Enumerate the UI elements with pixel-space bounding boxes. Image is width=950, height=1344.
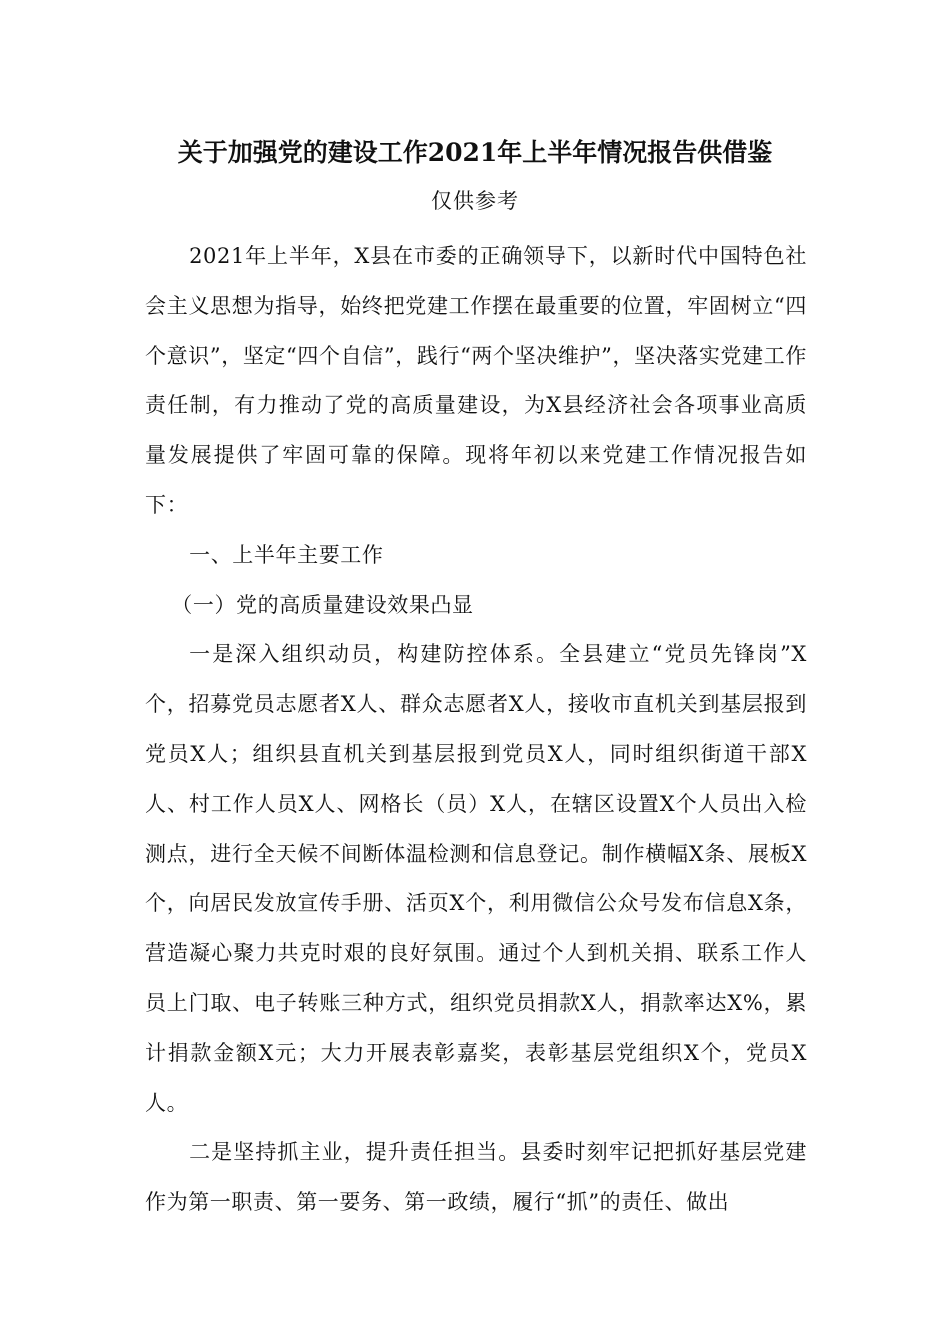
paragraph-two: 二是坚持抓主业，提升责任担当。县委时刻牢记把抓好基层党建作为第一职责、第一要务、第一政绩，履行“抓”的责任、做出	[145, 1140, 807, 1215]
paragraph-one: 一是深入组织动员，构建防控体系。全县建立“党员先锋岗”X个，招募党员志愿者X人、群众志愿者X人，接收市直机关到基层报到党员X人；组织县直机关到基层报到党员X人，同时组织街道干部X人、村工作人员X人、网格长（员）X人，在辖区设置X个人员出入检测点，进行全天候不间断体温检测和信息登记。制作横幅X条、展板X个，向居民发放宣传手册、活页X个，利用微信公众号发布信息X条，营造凝心聚力共克时艰的良好氛围。通过个人到机关捐、联系工作人员上门取、电子转账三种方式，组织党员捐款X人，捐款率达X%，累计捐款金额X元；大力开展表彰嘉奖，表彰基层党组织X个，党员X人。	[145, 642, 807, 1115]
subsection-heading: （一）党的高质量建设效果凸显	[171, 592, 474, 617]
document-title: 关于加强党的建设工作2021年上半年情况报告供借鉴	[177, 138, 773, 167]
document-body	[145, 232, 807, 1228]
section-heading: 一、上半年主要工作	[189, 542, 384, 567]
document-subtitle: 仅供参考	[431, 189, 519, 213]
intro-paragraph: 2021年上半年，X县在市委的正确领导下，以新时代中国特色社会主义思想为指导，始终把党建工作摆在最重要的位置，牢固树立“四个意识”，坚定“四个自信”，践行“两个坚决维护”，坚决落实党建工作责任制，有力推动了党的高质量建设，为X县经济社会各项事业高质量发展提供了牢固可靠的保障。现将年初以来党建工作情况报告如下：	[145, 244, 807, 517]
